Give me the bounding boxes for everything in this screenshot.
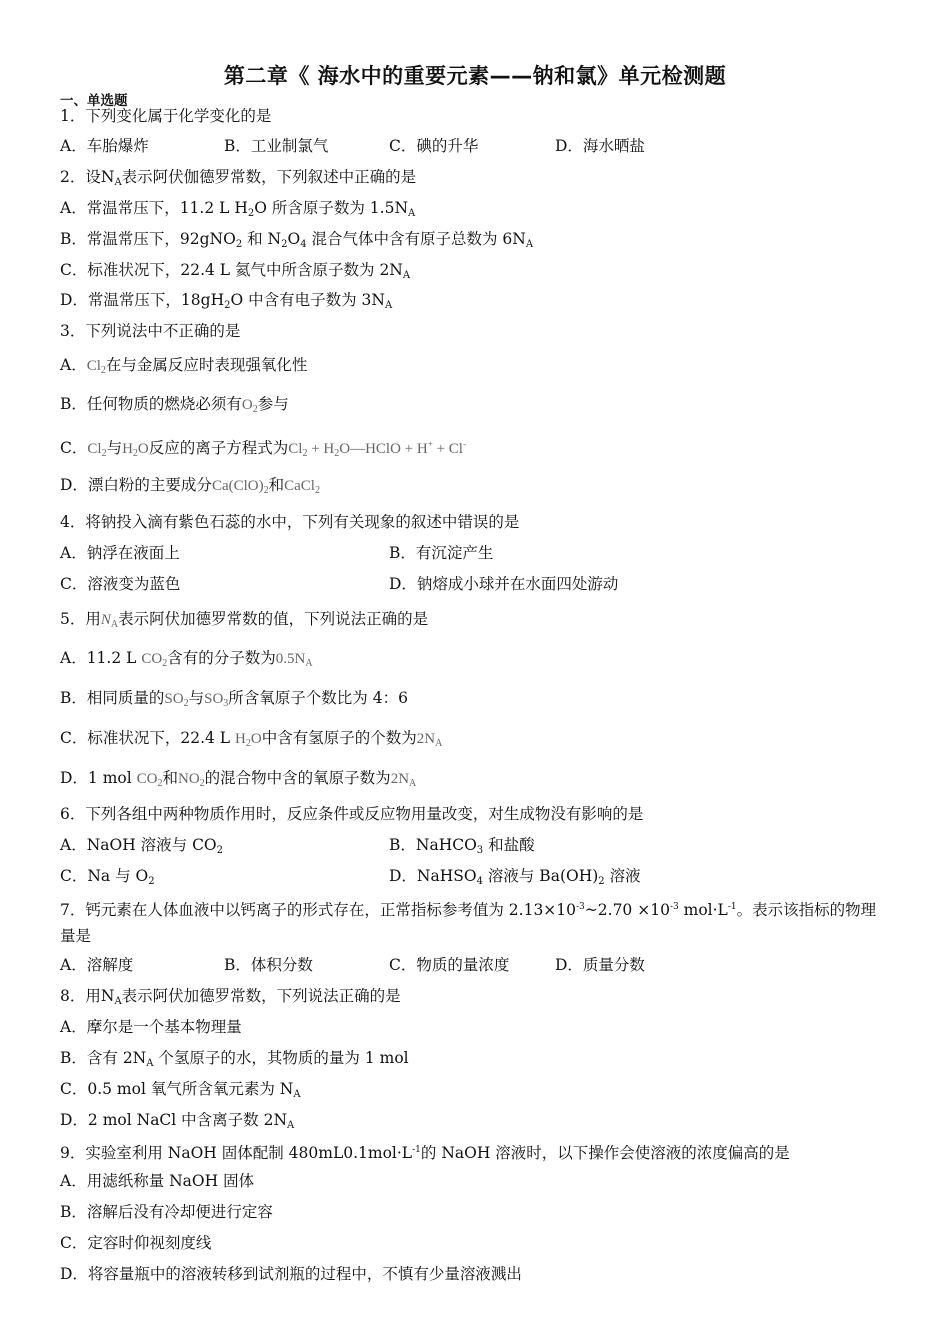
question-7-option-d: D．质量分数 <box>555 956 645 974</box>
question-1-option-c: C．碘的升华 <box>389 137 479 155</box>
question-2-option-c: C．标准状况下，22.4 L 氦气中所含原子数为 $2N_A$ <box>60 261 411 281</box>
question-7-option-c: C．物质的量浓度 <box>389 956 510 974</box>
question-7-stem: 7．钙元素在人体血液中以钙离子的形式存在，正常指标参考值为 $2.13\times 10^{-3}\sim 2.70 \times 10^{-3}$ $mol\cdot L^{-1}$。表示该指标的物理 <box>60 901 877 919</box>
question-5-stem: 5．用$N_A$表示阿伏加德罗常数的值，下列说法正确的是 <box>60 610 429 630</box>
question-9-stem: 9．实验室利用 NaOH 固体配制 $480mL0.1mol\cdot L^{-1}$的 NaOH 溶液时，以下操作会使溶液的浓度偏高的是 <box>60 1144 790 1162</box>
question-2-stem: 2．设$N_A$表示阿伏伽德罗常数，下列叙述中正确的是 <box>60 168 417 188</box>
question-9-option-b: B．溶解后没有冷却便进行定容 <box>60 1203 273 1221</box>
question-8-stem: 8．用$N_A$表示阿伏加德罗常数，下列说法正确的是 <box>60 987 401 1007</box>
question-9-option-a: A．用滤纸称量 NaOH 固体 <box>60 1172 255 1190</box>
question-8-option-d: D．2 mol NaCl 中含离子数 $2N_A$ <box>60 1111 295 1131</box>
section-heading: 一、单选题 <box>60 93 128 109</box>
question-2-option-a: A．常温常压下，11.2 L $H_2O$ 所含原子数为 $1.5N_A$ <box>60 199 416 219</box>
question-6-option-c: C．Na 与 $O_2$ <box>60 867 155 887</box>
question-4-option-a: A．钠浮在液面上 <box>60 544 180 562</box>
question-4-option-c: C．溶液变为蓝色 <box>60 575 181 593</box>
question-3-option-b: B．任何物质的燃烧必须有$O_2$参与 <box>60 395 289 415</box>
question-5-option-a: A．11.2 L $CO_2$含有的分子数为$0.5N_A$ <box>60 649 313 669</box>
question-1-stem: 1．下列变化属于化学变化的是 <box>60 107 272 125</box>
question-3-option-d: D．漂白粉的主要成分$Ca(ClO)_2$和CaCl$_2$ <box>60 476 320 496</box>
question-8-option-a: A．摩尔是一个基本物理量 <box>60 1018 242 1036</box>
question-8-option-b: B．含有 $2N_A$ 个氢原子的水，其物质的量为 1 mol <box>60 1049 409 1069</box>
question-3-option-a: A．$Cl_2$在与金属反应时表现强氧化性 <box>60 356 308 376</box>
question-6-option-d: D．NaHSO$_4$ 溶液与 $Ba(OH)_2$ 溶液 <box>389 867 641 887</box>
question-1-option-b: B．工业制氯气 <box>224 137 329 155</box>
question-3-stem: 3．下列说法中不正确的是 <box>60 322 241 340</box>
question-4-option-d: D．钠熔成小球并在水面四处游动 <box>389 575 619 593</box>
question-6-option-a: A．NaOH 溶液与 $CO_2$ <box>60 836 224 856</box>
question-2-option-d: D．常温常压下，$18gH_2O$ 中含有电子数为 $3N_A$ <box>60 291 393 311</box>
question-6-option-b: B．NaHCO$_3$ 和盐酸 <box>389 836 535 856</box>
question-1-option-a: A．车胎爆炸 <box>60 137 149 155</box>
question-4-stem: 4．将钠投入滴有紫色石蕊的水中，下列有关现象的叙述中错误的是 <box>60 513 520 531</box>
question-9-option-c: C．定容时仰视刻度线 <box>60 1234 212 1252</box>
question-1-option-d: D．海水晒盐 <box>555 137 645 155</box>
question-5-option-b: B．相同质量的$SO_2$与$SO_3$所含氧原子个数比为 4：6 <box>60 689 408 709</box>
question-5-option-d: D．1 mol $CO_2$和$NO_2$的混合物中含的氧原子数为$2N_A$ <box>60 769 417 789</box>
question-3-option-c: C．$Cl_2$与$H_2O$反应的离子方程式为$Cl_2$ + $H_2O—HClO + H^+ + Cl^-$ <box>60 439 466 459</box>
question-7-stem-continued: 量是 <box>60 927 92 945</box>
question-7-option-b: B．体积分数 <box>224 956 313 974</box>
question-5-option-c: C．标准状况下，22.4 L $H_2O$中含有氢原子的个数为$2N_A$ <box>60 729 443 749</box>
page-title: 第二章《 海水中的重要元素——钠和氯》单元检测题 <box>223 64 727 88</box>
question-9-option-d: D．将容量瓶中的溶液转移到试剂瓶的过程中，不慎有少量溶液溅出 <box>60 1265 522 1283</box>
question-7-option-a: A．溶解度 <box>60 956 134 974</box>
question-8-option-c: C．0.5 mol 氧气所含氧元素为 $N_A$ <box>60 1080 301 1100</box>
question-2-option-b: B．常温常压下，92gNO$_2$ 和 $N_2O_4$ 混合气体中含有原子总数为 $6N_A$ <box>60 230 534 250</box>
question-4-option-b: B．有沉淀产生 <box>389 544 494 562</box>
question-6-stem: 6．下列各组中两种物质作用时，反应条件或反应物用量改变，对生成物没有影响的是 <box>60 805 644 823</box>
